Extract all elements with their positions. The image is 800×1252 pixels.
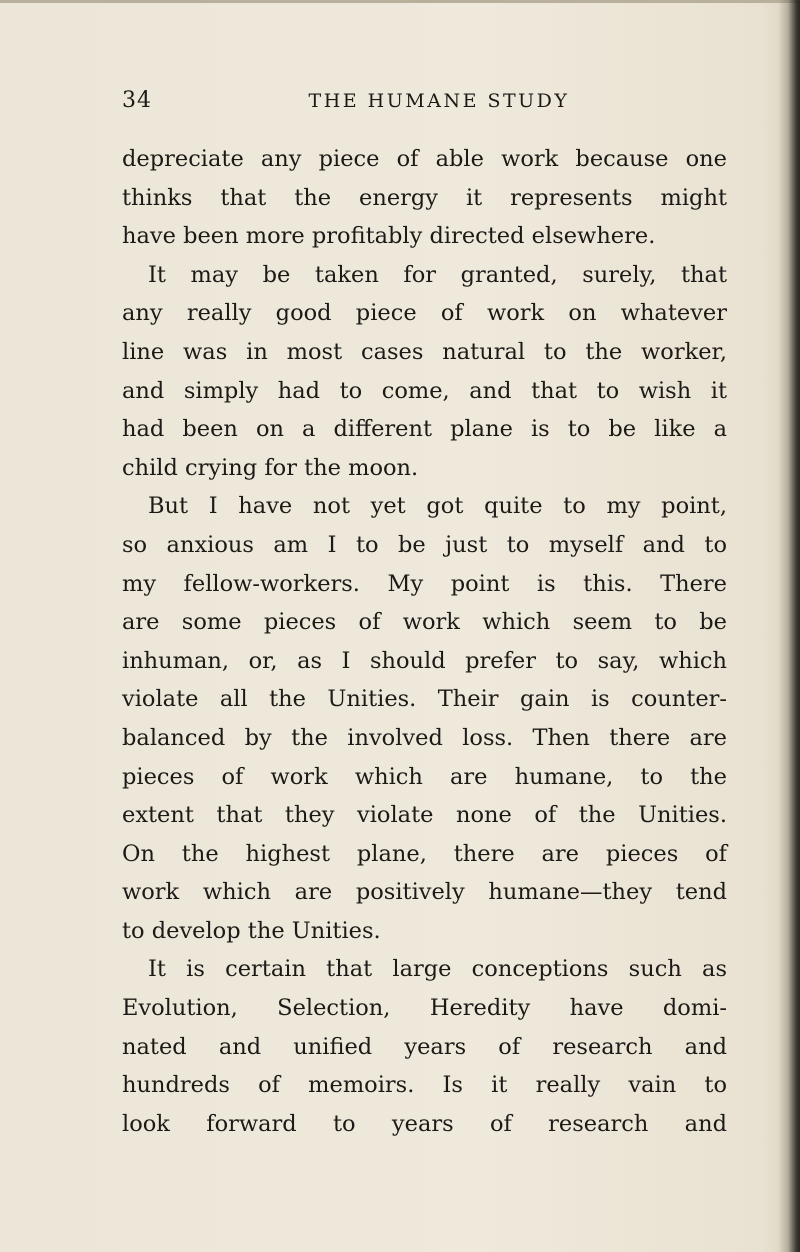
- text-line: nated and unified years of research and: [122, 1033, 727, 1060]
- text-line: line was in most cases natural to the worker,: [122, 338, 727, 365]
- text-line: had been on a different plane is to be like a: [122, 416, 727, 443]
- text-line: inhuman, or, as I should prefer to say, which: [122, 647, 727, 674]
- body-text: [122, 140, 727, 1143]
- page-header: [122, 88, 722, 118]
- text-line: But I have not yet got quite to my point,: [148, 493, 727, 520]
- text-line: work which are positively humane—they tend: [122, 879, 727, 906]
- top-edge-rule: [0, 0, 800, 3]
- text-line: hundreds of memoirs. Is it really vain to: [122, 1072, 727, 1099]
- text-line: to develop the Unities.: [122, 917, 381, 944]
- text-line: have been more profitably directed elsewhere.: [122, 223, 656, 250]
- text-line: any really good piece of work on whatever: [122, 300, 727, 327]
- text-line: Evolution, Selection, Heredity have domi-: [122, 995, 727, 1022]
- text-line: extent that they violate none of the Unities.: [122, 802, 727, 829]
- page-edge-shadow: [778, 0, 800, 1252]
- text-line: It is certain that large conceptions such as: [148, 956, 727, 983]
- text-line: look forward to years of research and: [122, 1110, 727, 1137]
- text-line: violate all the Unities. Their gain is counter-: [122, 686, 727, 713]
- text-line: my fellow-workers. My point is this. There: [122, 570, 727, 597]
- text-line: pieces of work which are humane, to the: [122, 763, 727, 790]
- running-head: THE HUMANE STUDY: [308, 90, 570, 112]
- text-line: and simply had to come, and that to wish it: [122, 377, 727, 404]
- text-line: It may be taken for granted, surely, that: [148, 261, 727, 288]
- text-line: On the highest plane, there are pieces of: [122, 840, 727, 867]
- text-line: thinks that the energy it represents might: [122, 184, 727, 211]
- text-line: depreciate any piece of able work because one: [122, 146, 727, 172]
- text-line: balanced by the involved loss. Then there are: [122, 724, 727, 751]
- text-line: are some pieces of work which seem to be: [122, 609, 727, 636]
- page-number: 34: [122, 88, 152, 113]
- text-line: child crying for the moon.: [122, 454, 419, 481]
- text-line: so anxious am I to be just to myself and to: [122, 531, 727, 558]
